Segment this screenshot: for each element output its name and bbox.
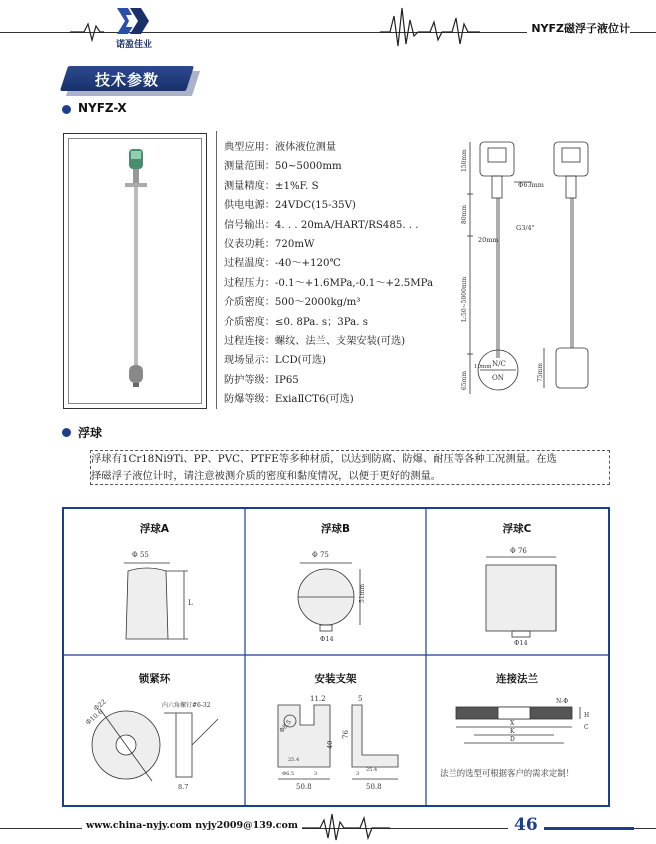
cell-title: 浮球B: [320, 523, 350, 535]
dim-label: 5: [358, 695, 363, 703]
cell-title: 浮球C: [502, 523, 532, 535]
dim-label: Φ22: [92, 697, 108, 713]
spec-item: 防护等级：IP65: [224, 374, 299, 386]
mounting-bracket-drawing: [258, 689, 424, 801]
spec-divider: [216, 131, 217, 409]
spec-item: 过程连接：螺纹、法兰、支架安装(可选): [224, 336, 406, 348]
dim-label: Φ 76: [510, 547, 527, 555]
dim-label: Φ10.6: [84, 707, 105, 727]
dim-label: 20mm: [478, 236, 499, 244]
cell-title: 连接法兰: [496, 673, 538, 685]
logo-mark-icon: [114, 6, 152, 36]
float-b-drawing: [284, 545, 394, 645]
dim-label: 25.4: [288, 757, 300, 763]
spec-item: 测量范围：50~5000mm: [224, 161, 342, 173]
dim-label: Φ63mm: [518, 181, 544, 189]
bullet-icon: [62, 105, 71, 114]
spec-item: 现场显示：LCD(可选): [224, 355, 326, 367]
dim-label: 50.8: [366, 783, 382, 791]
product-photo-frame: [63, 133, 207, 409]
accessory-table: [62, 507, 610, 807]
dim-label: Φ8.5: [278, 718, 293, 735]
dim-label: Φ14: [514, 639, 528, 645]
dim-label: 3: [356, 771, 360, 777]
spec-item: 仪表功耗：720mW: [224, 239, 315, 251]
dim-label: 51mm: [359, 583, 366, 603]
cell-title: 安装支架: [314, 673, 357, 685]
dim-label: 3: [314, 771, 318, 777]
footer-waveform: [300, 810, 420, 844]
page-number: 46: [508, 815, 544, 835]
cell-title: 锁紧环: [138, 673, 171, 685]
float-c-drawing: [474, 541, 584, 645]
float-description: [90, 450, 610, 485]
float-a-drawing: [104, 545, 214, 645]
dim-label: 11.2: [310, 695, 326, 703]
lock-ring-drawing: [78, 689, 238, 799]
float-section-title: 浮球: [78, 426, 103, 440]
flange-drawing: [444, 687, 604, 759]
dim-label: L: [188, 599, 193, 607]
dim-label: G3/4": [516, 224, 535, 232]
dimension-drawing: [458, 132, 618, 410]
spec-item: 信号输出：4. . . 20mA/HART/RS485. . .: [224, 219, 419, 231]
float-description-line: 择磁浮子液位计时，请注意被测介质的密度和黏度情况，以便于更好的测量。: [91, 470, 442, 482]
footer-contact: www.china-nyjy.com nyjy2009@139.com: [82, 820, 302, 831]
dim-label: 76: [342, 730, 350, 739]
dim-label: 65mm: [461, 370, 468, 390]
dim-label: 25.4: [366, 767, 378, 773]
spec-item: 过程压力：-0.1～+1.6MPa,-0.1～+2.5MPa: [224, 277, 434, 289]
dim-label: 80mm: [461, 204, 468, 224]
dim-label: 8.7: [178, 783, 189, 791]
spec-list: [224, 138, 433, 410]
footer-accent-bar: [544, 827, 634, 830]
cell-title: 浮球A: [139, 523, 170, 535]
spec-item: 介质密度：≤0. 8Pa. s；3Pa. s: [224, 316, 368, 328]
spec-item: 过程温度：-40～+120℃: [224, 258, 341, 270]
dim-label: 40: [326, 740, 334, 749]
spec-item: 防爆等级：ExiaⅡCT6(可选): [224, 394, 354, 406]
dim-label: 50.8: [296, 783, 312, 791]
dim-label: N-Φ: [556, 698, 569, 705]
dim-label: H: [584, 712, 590, 719]
dim-label: Φ14: [320, 635, 334, 643]
spec-item: 介质密度：500～2000kg/m³: [224, 297, 361, 309]
spec-item: 供电电源：24VDC(15-35V): [224, 200, 356, 212]
dim-label: L:50~5000mm: [461, 276, 468, 322]
product-photo: [68, 138, 202, 404]
model-title: NYFZ-X: [78, 101, 127, 115]
dim-label: Φ6.5: [282, 771, 295, 777]
dim-label: Φ 75: [312, 551, 329, 559]
product-title: NYFZ磁浮子液位计: [527, 20, 630, 36]
company-logo: [104, 6, 164, 50]
dim-label: 75mm: [537, 362, 544, 382]
float-description-line: 浮球有1Cr18Ni9Ti、PP、PVC、PTFE等多种材质，以达到防腐、防爆、耐压等各种工况测量。在选: [91, 453, 557, 465]
dim-label: K: [510, 728, 515, 735]
dim-label: N/C: [492, 360, 506, 368]
dim-label: 10mm: [474, 364, 492, 370]
bullet-icon: [62, 428, 71, 437]
dim-label: C: [584, 724, 589, 731]
spec-item: 测量精度：±1%F. S: [224, 180, 319, 192]
dim-label: 150mm: [461, 149, 468, 172]
spec-item: 典型应用：液体液位测量: [224, 142, 337, 153]
dim-label: D: [510, 736, 515, 743]
dim-label: ON: [492, 374, 504, 382]
section-banner-title: 技术参数: [94, 71, 159, 89]
dim-label: 内六角螺钉#6-32: [162, 702, 211, 709]
company-name: 诺盈佳业: [115, 40, 152, 50]
level-gauge-illustration: [69, 139, 203, 405]
dim-label: Φ 55: [132, 551, 149, 559]
flange-note: 法兰的选型可根据客户的需求定制！: [440, 768, 574, 778]
dim-label: X: [510, 720, 515, 727]
